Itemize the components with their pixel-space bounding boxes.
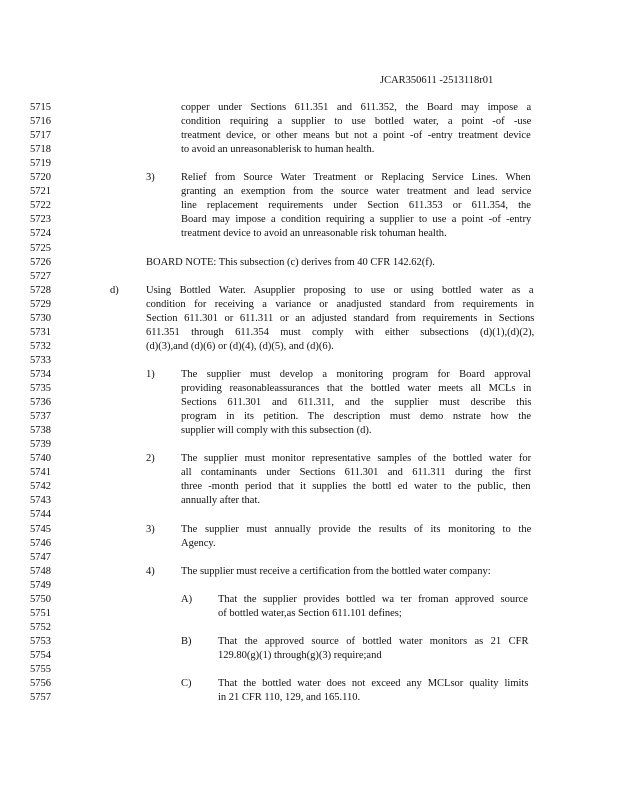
line-number: 5726 — [30, 256, 51, 268]
line-number: 5753 — [30, 635, 51, 647]
line-number: 5715 — [30, 102, 51, 113]
enumeration-label: 2) — [146, 453, 155, 465]
line-number: 5719 — [30, 158, 51, 170]
line-number: 5750 — [30, 593, 51, 605]
line-number: 5723 — [30, 214, 51, 226]
text-line: supplier will comply with this subsection (d). — [181, 425, 372, 437]
line-number: 5725 — [30, 242, 51, 254]
text-line: The supplier must receive a certification from the bottled water company: — [181, 565, 491, 577]
text-line: Section 611.301 or 611.311 or an adjusted standard from requirements in Sections — [146, 312, 535, 324]
text-line: to avoid an unreasonablerisk to human health. — [181, 144, 375, 156]
enumeration-label: 3) — [146, 523, 155, 535]
text-line: granting an exemption from the source water treatment and lead service — [181, 186, 532, 198]
text-line: The supplier must develop a monitoring program for Board approval — [181, 368, 531, 380]
text-line: Board may impose a condition requiring a supplier to use a point -of -entry — [181, 214, 532, 226]
text-line: Relief from Source Water Treatment or Replacing Service Lines. When — [181, 172, 531, 184]
text-line: The supplier must monitor representative samples of the bottled water for — [181, 453, 532, 465]
text-line: program in its petition. The description must demo nstrate how the — [181, 411, 532, 423]
line-number: 5743 — [30, 495, 51, 507]
text-line: all contaminants under Sections 611.301 and 611.311 during the first — [181, 467, 531, 479]
enumeration-label: A) — [181, 593, 193, 605]
line-number: 5735 — [30, 383, 51, 394]
line-number: 5730 — [30, 312, 51, 324]
text-line: providing reasonableassurances that the bottled water meets all MCLs in — [181, 383, 532, 394]
line-number: 5727 — [30, 270, 51, 282]
line-number: 5739 — [30, 439, 51, 451]
page-header: JCAR350611 -2513118r01 — [380, 75, 494, 86]
line-number: 5742 — [30, 481, 51, 493]
text-line: three -month period that it supplies the bottl ed water to the public, then — [181, 481, 531, 493]
line-number: 5720 — [30, 172, 51, 184]
text-line: That the approved source of bottled water monitors as 21 CFR — [218, 635, 529, 647]
enumeration-label: 1) — [146, 368, 155, 380]
line-number: 5747 — [30, 551, 51, 563]
text-line: condition for receiving a variance or anadjusted standard from requirements in — [146, 298, 535, 310]
enumeration-label: 3) — [146, 172, 155, 184]
line-number: 5749 — [30, 579, 51, 591]
text-line: The supplier must annually provide the results of its monitoring to the — [181, 523, 532, 535]
line-number: 5756 — [30, 678, 51, 690]
line-number: 5738 — [30, 425, 51, 437]
text-line: Agency. — [181, 537, 216, 549]
line-number: 5741 — [30, 467, 51, 479]
text-line: in 21 CFR 110, 129, and 165.110. — [218, 692, 361, 704]
line-number: 5746 — [30, 537, 51, 549]
text-line: treatment device, or other means but not a point -of -entry treatment device — [181, 130, 531, 142]
text-line: 129.80(g)(1) through(g)(3) require;and — [218, 649, 382, 661]
line-number: 5736 — [30, 397, 51, 409]
line-number: 5729 — [30, 298, 51, 310]
text-line: annually after that. — [181, 495, 261, 507]
line-number: 5745 — [30, 523, 51, 535]
line-number: 5732 — [30, 340, 51, 352]
text-line: Sections 611.301 and 611.311, and the supplier must describe this — [181, 397, 532, 409]
enumeration-label: C) — [181, 678, 192, 690]
text-line: line replacement requirements under Section 611.353 or 611.354, the — [181, 200, 531, 212]
enumeration-label: 4) — [146, 565, 155, 577]
line-number: 5757 — [30, 692, 51, 704]
text-line: Using Bottled Water. Asupplier proposing to use or using bottled water as a — [146, 284, 534, 296]
text-line: BOARD NOTE: This subsection (c) derives from 40 CFR 142.62(f). — [146, 256, 435, 268]
line-number: 5748 — [30, 565, 51, 577]
line-number: 5734 — [30, 368, 51, 380]
line-number: 5718 — [30, 144, 51, 156]
line-number: 5728 — [30, 284, 51, 296]
text-line: 611.351 through 611.354 must comply with either subsections (d)(1),(d)(2), — [146, 326, 535, 338]
text-line: copper under Sections 611.351 and 611.352, the Board may impose a — [181, 102, 532, 113]
enumeration-label: d) — [110, 284, 119, 296]
line-number: 5722 — [30, 200, 51, 212]
line-number: 5751 — [30, 607, 51, 619]
line-number: 5737 — [30, 411, 51, 423]
line-number: 5716 — [30, 116, 51, 128]
line-number: 5755 — [30, 664, 51, 675]
line-number: 5744 — [30, 509, 51, 521]
text-line: treatment device to avoid an unreasonable risk tohuman health. — [181, 228, 447, 240]
text-line: of bottled water,as Section 611.101 defines; — [218, 607, 402, 619]
line-number: 5733 — [30, 354, 51, 366]
text-line: That the supplier provides bottled wa ter froman approved source — [218, 593, 528, 605]
line-number: 5731 — [30, 326, 51, 338]
line-number: 5721 — [30, 186, 51, 198]
enumeration-label: B) — [181, 635, 192, 647]
line-number: 5752 — [30, 621, 51, 633]
text-line: condition requiring a supplier to use bottled water, a point -of -use — [181, 116, 532, 128]
line-number: 5740 — [30, 453, 51, 465]
text-line: (d)(3),and (d)(6) or (d)(4), (d)(5), and (d)(6). — [146, 340, 334, 352]
line-number: 5717 — [30, 130, 51, 142]
text-line: That the bottled water does not exceed any MCLsor quality limits — [218, 678, 529, 690]
line-number: 5754 — [30, 649, 51, 661]
line-number: 5724 — [30, 228, 51, 240]
